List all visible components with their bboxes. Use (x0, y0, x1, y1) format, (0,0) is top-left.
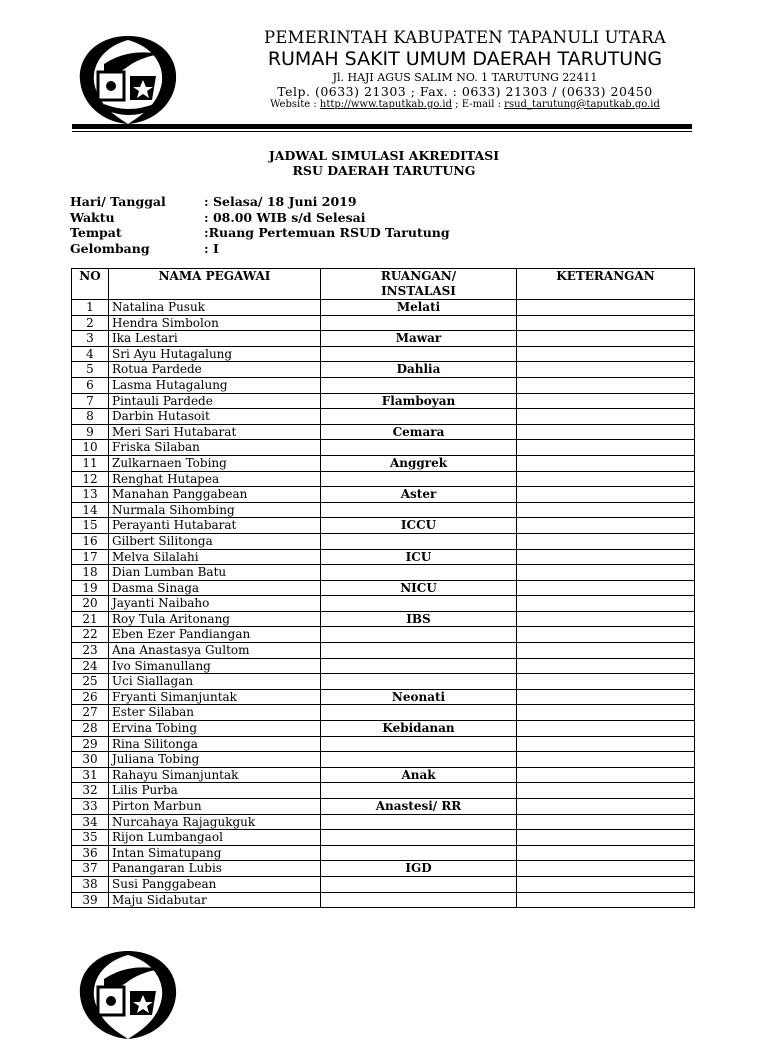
cell-note (517, 627, 695, 643)
schedule-table (71, 268, 695, 908)
cell-no: 33 (72, 799, 109, 815)
cell-room: Flamboyan (321, 393, 517, 409)
regency-emblem-icon (68, 30, 188, 130)
cell-room: Cemara (321, 424, 517, 440)
cell-room (321, 346, 517, 362)
cell-room: ICU (321, 549, 517, 565)
cell-room: Anggrek (321, 455, 517, 471)
table-row (72, 658, 695, 674)
cell-room: Aster (321, 487, 517, 503)
email-link[interactable]: rsud_tarutung@taputkab.go.id (504, 99, 660, 110)
cell-name: Sri Ayu Hutagalung (109, 346, 321, 362)
cell-no: 17 (72, 549, 109, 565)
email-label: ; E-mail : (452, 99, 505, 110)
cell-no: 23 (72, 643, 109, 659)
cell-no: 14 (72, 502, 109, 518)
cell-room (321, 533, 517, 549)
cell-room: IGD (321, 861, 517, 877)
cell-name: Eben Ezer Pandiangan (109, 627, 321, 643)
table-row (72, 845, 695, 861)
table-row (72, 799, 695, 815)
cell-note (517, 892, 695, 908)
header-contact (200, 99, 730, 110)
table-row (72, 393, 695, 409)
cell-name: Natalina Pusuk (109, 300, 321, 316)
cell-no: 1 (72, 300, 109, 316)
cell-no: 4 (72, 346, 109, 362)
cell-no: 36 (72, 845, 109, 861)
cell-name: Meri Sari Hutabarat (109, 424, 321, 440)
table-row (72, 549, 695, 565)
cell-no: 34 (72, 814, 109, 830)
cell-note (517, 315, 695, 331)
cell-name: Rijon Lumbangaol (109, 830, 321, 846)
info-key: Tempat (70, 225, 122, 240)
table-row (72, 721, 695, 737)
table-row (72, 518, 695, 534)
cell-room (321, 315, 517, 331)
cell-name: Ester Silaban (109, 705, 321, 721)
cell-note (517, 331, 695, 347)
cell-name: Nurcahaya Rajagukguk (109, 814, 321, 830)
info-row (70, 194, 450, 210)
document-subtitle: RSU DAERAH TARUTUNG (292, 163, 476, 178)
cell-note (517, 799, 695, 815)
cell-no: 3 (72, 331, 109, 347)
cell-name: Fryanti Simanjuntak (109, 689, 321, 705)
cell-name: Pirton Marbun (109, 799, 321, 815)
cell-room: IBS (321, 611, 517, 627)
header-room (321, 269, 517, 300)
header-divider-thin (72, 131, 692, 132)
cell-room (321, 643, 517, 659)
cell-name: Perayanti Hutabarat (109, 518, 321, 534)
website-link[interactable]: http://www.taputkab.go.id (319, 99, 452, 110)
info-row (70, 225, 450, 241)
table-row (72, 315, 695, 331)
header-room-line1: RUANGAN/ (380, 269, 457, 283)
info-value: : I (204, 240, 219, 256)
cell-no: 12 (72, 471, 109, 487)
cell-note (517, 518, 695, 534)
table-row (72, 565, 695, 581)
cell-room (321, 471, 517, 487)
cell-no: 13 (72, 487, 109, 503)
cell-no: 32 (72, 783, 109, 799)
cell-name: Panangaran Lubis (109, 861, 321, 877)
cell-room (321, 892, 517, 908)
cell-no: 9 (72, 424, 109, 440)
cell-name: Rotua Pardede (109, 362, 321, 378)
info-key: Waktu (70, 209, 115, 225)
cell-name: Intan Simatupang (109, 845, 321, 861)
table-row (72, 861, 695, 877)
cell-note (517, 346, 695, 362)
cell-note (517, 814, 695, 830)
cell-name: Dasma Sinaga (109, 580, 321, 596)
cell-name: Hendra Simbolon (109, 315, 321, 331)
info-key: Hari/ Tanggal (70, 194, 166, 209)
cell-room: Mawar (321, 331, 517, 347)
table-row (72, 487, 695, 503)
table-row (72, 346, 695, 362)
cell-note (517, 721, 695, 737)
cell-name: Gilbert Silitonga (109, 533, 321, 549)
cell-no: 7 (72, 393, 109, 409)
table-row (72, 331, 695, 347)
cell-name: Ivo Simanullang (109, 658, 321, 674)
cell-name: Darbin Hutasoit (109, 409, 321, 425)
table-row (72, 627, 695, 643)
cell-no: 26 (72, 689, 109, 705)
cell-name: Lilis Purba (109, 783, 321, 799)
cell-note (517, 876, 695, 892)
header-note: KETERANGAN (517, 269, 695, 300)
header-divider (72, 124, 692, 129)
regency-emblem-icon (68, 945, 188, 1045)
cell-no: 21 (72, 611, 109, 627)
cell-no: 5 (72, 362, 109, 378)
table-row (72, 471, 695, 487)
cell-no: 19 (72, 580, 109, 596)
table-row (72, 752, 695, 768)
table-row (72, 643, 695, 659)
cell-note (517, 783, 695, 799)
cell-no: 25 (72, 674, 109, 690)
cell-room (321, 783, 517, 799)
table-row (72, 689, 695, 705)
cell-room: NICU (321, 580, 517, 596)
cell-name: Manahan Panggabean (109, 487, 321, 503)
table-row (72, 830, 695, 846)
table-row (72, 440, 695, 456)
info-row (70, 241, 450, 257)
cell-note (517, 596, 695, 612)
table-row (72, 767, 695, 783)
table-row (72, 455, 695, 471)
table-row (72, 876, 695, 892)
cell-name: Susi Panggabean (109, 876, 321, 892)
cell-room: ICCU (321, 518, 517, 534)
table-row (72, 783, 695, 799)
cell-room (321, 409, 517, 425)
cell-name: Rahayu Simanjuntak (109, 767, 321, 783)
cell-name: Rina Silitonga (109, 736, 321, 752)
cell-no: 16 (72, 533, 109, 549)
cell-note (517, 705, 695, 721)
cell-no: 38 (72, 876, 109, 892)
info-row (70, 210, 450, 226)
cell-note (517, 565, 695, 581)
cell-room (321, 830, 517, 846)
cell-name: Ervina Tobing (109, 721, 321, 737)
cell-note (517, 845, 695, 861)
cell-no: 28 (72, 721, 109, 737)
cell-note (517, 362, 695, 378)
cell-note (517, 455, 695, 471)
cell-no: 29 (72, 736, 109, 752)
header-hospital-name: RUMAH SAKIT UMUM DAERAH TARUTUNG (267, 48, 663, 70)
cell-note (517, 440, 695, 456)
schedule-info (70, 194, 450, 256)
cell-room: Neonati (321, 689, 517, 705)
cell-name: Ana Anastasya Gultom (109, 643, 321, 659)
cell-name: Lasma Hutagalung (109, 377, 321, 393)
cell-room (321, 814, 517, 830)
cell-room (321, 705, 517, 721)
cell-name: Friska Silaban (109, 440, 321, 456)
cell-room (321, 752, 517, 768)
cell-room: Anak (321, 767, 517, 783)
cell-note (517, 424, 695, 440)
table-header-row (72, 269, 695, 300)
table-row (72, 424, 695, 440)
cell-note (517, 502, 695, 518)
cell-no: 2 (72, 315, 109, 331)
cell-room (321, 845, 517, 861)
table-row (72, 736, 695, 752)
cell-room: Dahlia (321, 362, 517, 378)
info-value: :Ruang Pertemuan RSUD Tarutung (204, 225, 450, 240)
table-row (72, 300, 695, 316)
cell-note (517, 300, 695, 316)
cell-note (517, 658, 695, 674)
cell-room (321, 440, 517, 456)
header-no: NO (72, 269, 109, 300)
cell-name: Maju Sidabutar (109, 892, 321, 908)
table-row (72, 377, 695, 393)
cell-note (517, 689, 695, 705)
cell-note (517, 377, 695, 393)
cell-room (321, 674, 517, 690)
cell-note (517, 487, 695, 503)
header-government: PEMERINTAH KABUPATEN TAPANULI UTARA (264, 28, 666, 47)
cell-note (517, 533, 695, 549)
cell-no: 15 (72, 518, 109, 534)
table-row (72, 409, 695, 425)
cell-room (321, 658, 517, 674)
cell-note (517, 752, 695, 768)
info-value: : 08.00 WIB s/d Selesai (204, 209, 366, 225)
cell-note (517, 409, 695, 425)
header-name: NAMA PEGAWAI (109, 269, 321, 300)
cell-no: 20 (72, 596, 109, 612)
table-row (72, 533, 695, 549)
cell-room (321, 627, 517, 643)
cell-name: Juliana Tobing (109, 752, 321, 768)
cell-name: Renghat Hutapea (109, 471, 321, 487)
cell-note (517, 611, 695, 627)
cell-name: Pintauli Pardede (109, 393, 321, 409)
cell-no: 35 (72, 830, 109, 846)
cell-note (517, 393, 695, 409)
cell-room: Kebidanan (321, 721, 517, 737)
table-row (72, 892, 695, 908)
cell-no: 11 (72, 455, 109, 471)
cell-note (517, 861, 695, 877)
cell-note (517, 767, 695, 783)
info-value: : Selasa/ 18 Juni 2019 (204, 194, 357, 209)
cell-note (517, 674, 695, 690)
cell-no: 18 (72, 565, 109, 581)
header-room-line2: INSTALASI (381, 283, 456, 298)
cell-name: Dian Lumban Batu (109, 565, 321, 581)
cell-name: Ika Lestari (109, 331, 321, 347)
table-row (72, 705, 695, 721)
table-body (72, 300, 695, 908)
cell-room (321, 876, 517, 892)
cell-note (517, 830, 695, 846)
table-row (72, 596, 695, 612)
cell-name: Roy Tula Aritonang (109, 611, 321, 627)
table-row (72, 362, 695, 378)
cell-room (321, 502, 517, 518)
cell-name: Nurmala Sihombing (109, 502, 321, 518)
cell-name: Jayanti Naibaho (109, 596, 321, 612)
cell-room: Melati (321, 300, 517, 316)
header-address: Jl. HAJI AGUS SALIM NO. 1 TARUTUNG 22411 (332, 71, 598, 84)
cell-no: 6 (72, 377, 109, 393)
header-phone: Telp. (0633) 21303 ; Fax. : 0633) 21303 / (0633) 20450 (277, 84, 653, 99)
cell-no: 39 (72, 892, 109, 908)
cell-note (517, 580, 695, 596)
document-title: JADWAL SIMULASI AKREDITASI (268, 148, 500, 163)
cell-note (517, 643, 695, 659)
cell-room: Anastesi/ RR (321, 799, 517, 815)
table-row (72, 502, 695, 518)
cell-room (321, 596, 517, 612)
table-row (72, 674, 695, 690)
cell-no: 22 (72, 627, 109, 643)
cell-no: 31 (72, 767, 109, 783)
website-label: Website : (270, 99, 320, 110)
cell-no: 8 (72, 409, 109, 425)
cell-room (321, 565, 517, 581)
cell-note (517, 736, 695, 752)
cell-name: Uci Siallagan (109, 674, 321, 690)
cell-name: Zulkarnaen Tobing (109, 455, 321, 471)
table-row (72, 580, 695, 596)
cell-no: 27 (72, 705, 109, 721)
cell-room (321, 377, 517, 393)
cell-no: 24 (72, 658, 109, 674)
table-row (72, 814, 695, 830)
cell-note (517, 471, 695, 487)
cell-no: 30 (72, 752, 109, 768)
cell-room (321, 736, 517, 752)
table-row (72, 611, 695, 627)
cell-note (517, 549, 695, 565)
cell-name: Melva Silalahi (109, 549, 321, 565)
info-key: Gelombang (70, 240, 150, 256)
cell-no: 37 (72, 861, 109, 877)
cell-no: 10 (72, 440, 109, 456)
